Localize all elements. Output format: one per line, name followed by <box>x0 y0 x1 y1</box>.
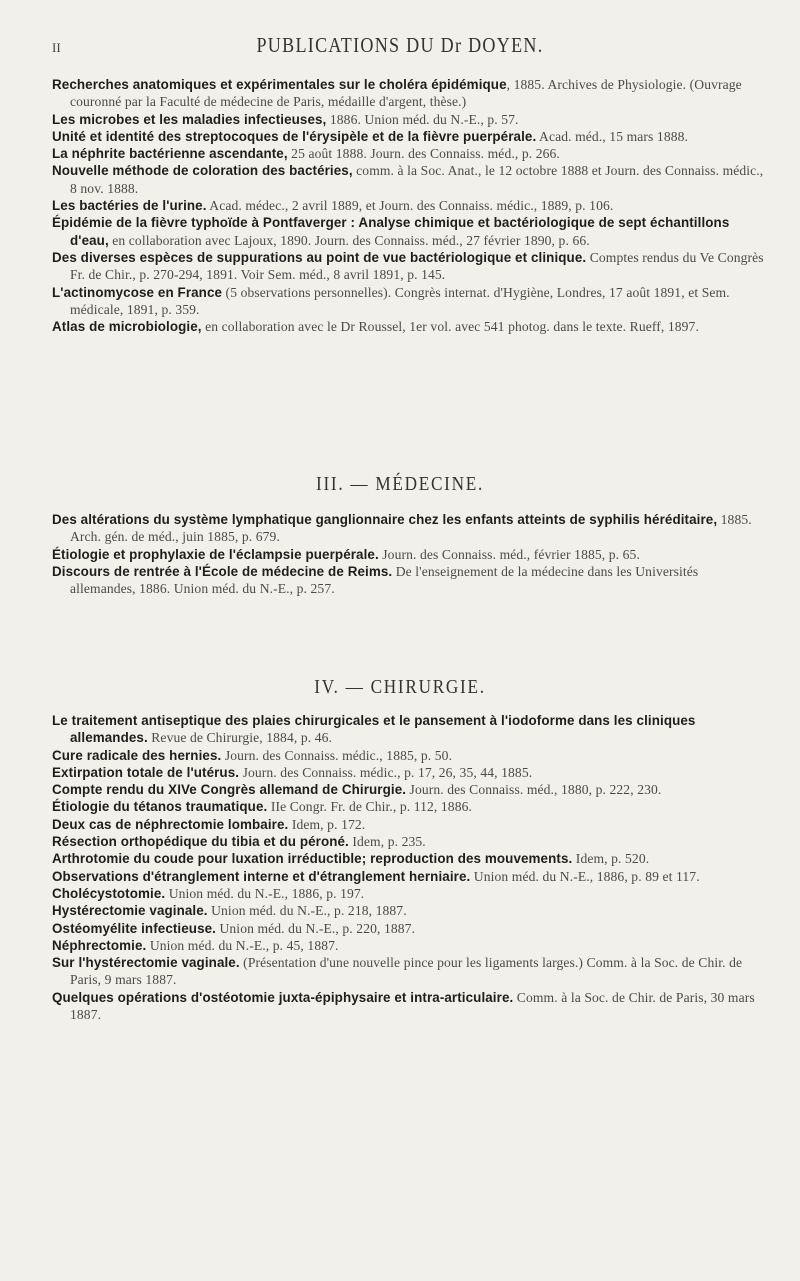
bibliography-entry <box>52 214 764 249</box>
entry-title: Nouvelle méthode de coloration des bactéries, <box>52 163 353 179</box>
bibliography-entry <box>52 563 764 598</box>
entry-reference: Idem, p. 172. <box>288 816 366 832</box>
entry-reference: Comptes rendus du Ve Congrès Fr. de Chir., p. 270-294, 1891. Voir Sem. méd., 8 avril 1891, p. 145. <box>70 249 764 283</box>
running-head: PUBLICATIONS DU Dr DOYEN. <box>256 33 544 57</box>
entry-reference: 25 août 1888. Journ. des Connaiss. méd., p. 266. <box>287 146 560 162</box>
bibliography-entry <box>52 511 764 546</box>
entry-reference: Union méd. du N.-E., 1886, p. 89 et 117. <box>470 868 700 884</box>
entry-reference: Journ. des Connaiss. méd., 1880, p. 222, 230. <box>406 782 662 798</box>
bibliography-entry <box>52 162 764 197</box>
entry-title: Recherches anatomiques et expérimentales sur le choléra épidémique <box>52 77 507 92</box>
entry-reference: Idem, p. 235. <box>348 834 426 850</box>
section-heading-medecine: III. — MÉDECINE. <box>316 473 484 495</box>
entry-title: Hystérectomie vaginale. <box>52 903 208 919</box>
entry-reference: Revue de Chirurgie, 1884, p. 46. <box>147 730 333 746</box>
entry-title: Sur l'hystérectomie vaginale. <box>52 955 240 971</box>
bibliography-entry <box>52 833 764 850</box>
bibliography-entry <box>52 318 764 335</box>
entry-title: Des altérations du système lymphatique ganglionnaire chez les enfants atteints de syphilis héréditaire, <box>52 512 718 527</box>
entry-title: Arthrotomie du coude pour luxation irréductible; reproduction des mouvements. <box>52 851 573 867</box>
entry-reference: Idem, p. 520. <box>572 851 650 867</box>
entry-title: Les microbes et les maladies infectieuses, <box>52 111 327 127</box>
bibliography-entry <box>52 937 764 954</box>
entry-title: Discours de rentrée à l'École de médecine de Reims. <box>52 563 393 579</box>
entry-title: Le traitement antiseptique des plaies chirurgicales et le pansement à l'iodoforme dans les cliniques allemandes. <box>52 713 696 746</box>
entry-reference: Union méd. du N.-E., p. 220, 1887. <box>216 920 416 936</box>
entry-title: Cure radicale des hernies. <box>52 747 222 763</box>
bibliography-entry <box>52 989 764 1024</box>
bibliography-entry <box>52 145 764 162</box>
entry-title: Quelques opérations d'ostéotomie juxta-épiphysaire et intra-articulaire. <box>52 989 514 1005</box>
bibliography-entry <box>52 850 764 867</box>
bibliography-block-medecine <box>52 511 764 597</box>
entry-title: Étiologie du tétanos traumatique. <box>52 799 268 815</box>
bibliography-entry <box>52 954 764 989</box>
page-number: II <box>52 40 61 55</box>
entry-title: Des diverses espèces de suppurations au point de vue bactériologique et clinique. <box>52 249 587 265</box>
entry-title: Les bactéries de l'urine. <box>52 198 207 214</box>
entry-title: Observations d'étranglement interne et d'étranglement herniaire. <box>52 868 471 884</box>
bibliography-entry <box>52 885 764 902</box>
entry-title: Unité et identité des streptocoques de l'érysipèle et de la fièvre puerpérale. <box>52 128 537 144</box>
entry-reference: Acad. méd., 15 mars 1888. <box>536 128 689 144</box>
bibliography-entry <box>52 868 764 885</box>
bibliography-entry <box>52 111 764 128</box>
entry-title: Résection orthopédique du tibia et du péroné. <box>52 834 349 850</box>
bibliography-entry <box>52 546 764 563</box>
entry-title: La néphrite bactérienne ascendante, <box>52 146 288 162</box>
bibliography-entry <box>52 764 764 781</box>
bibliography-entry <box>52 712 764 747</box>
bibliography-entry <box>52 76 764 111</box>
bibliography-entry <box>52 781 764 798</box>
entry-reference: Journ. des Connaiss. méd., février 1885, p. 65. <box>378 546 640 562</box>
entry-reference: en collaboration avec le Dr Roussel, 1er vol. avec 541 photog. dans le texte. Rueff, 1897. <box>201 319 699 335</box>
entry-reference: comm. à la Soc. Anat., le 12 octobre 1888 et Journ. des Connaiss. médic., 8 nov. 1888. <box>70 163 764 196</box>
section-heading-chirurgie: IV. — CHIRURGIE. <box>314 676 486 698</box>
entry-title: Ostéomyélite infectieuse. <box>52 920 216 936</box>
entry-title: Atlas de microbiologie, <box>52 319 202 335</box>
entry-title: Étiologie et prophylaxie de l'éclampsie puerpérale. <box>52 546 379 562</box>
entry-reference: Union méd. du N.-E., p. 45, 1887. <box>146 937 339 953</box>
entry-title: L'actinomycose en France <box>52 284 223 300</box>
bibliography-entry <box>52 902 764 919</box>
entry-title: Cholécystotomie. <box>52 885 166 901</box>
bibliography-entry <box>52 197 764 214</box>
bibliography-entry <box>52 920 764 937</box>
bibliography-entry <box>52 816 764 833</box>
entry-reference: (5 observations personnelles). Congrès internat. d'Hygiène, Londres, 17 août 1891, et Sem. médicale, 1891, p. 359. <box>70 284 730 317</box>
entry-reference: en collaboration avec Lajoux, 1890. Journ. des Connaiss. méd., 27 février 1890, p. 66. <box>108 232 590 248</box>
entry-reference: Union méd. du N.-E., p. 218, 1887. <box>207 903 407 919</box>
entry-reference: De l'enseignement de la médecine dans les Universités allemandes, 1886. Union méd. du N.-E., p. 257. <box>70 563 699 597</box>
entry-title: Extirpation totale de l'utérus. <box>52 764 240 780</box>
entry-reference: Journ. des Connaiss. médic., p. 17, 26, 35, 44, 1885. <box>239 764 533 780</box>
bibliography-entry <box>52 798 764 815</box>
entry-title: Épidémie de la fièvre typhoïde à Pontfaverger : Analyse chimique et bactériologique de sept échantillons d'eau, <box>52 215 730 248</box>
entry-reference: Journ. des Connaiss. médic., 1885, p. 50. <box>221 747 453 763</box>
bibliography-block-chirurgie <box>52 712 764 1023</box>
entry-reference: , 1885. Archives de Physiologie. (Ouvrage couronné par la Faculté de médecine de Paris, médaille d'argent, thèse.) <box>70 77 742 110</box>
entry-title: Deux cas de néphrectomie lombaire. <box>52 816 289 832</box>
entry-reference: Acad. médec., 2 avril 1889, et Journ. des Connaiss. médic., 1889, p. 106. <box>206 198 614 214</box>
entry-title: Compte rendu du XIVe Congrès allemand de Chirurgie. <box>52 782 407 798</box>
bibliography-entry <box>52 284 764 319</box>
entry-reference: Union méd. du N.-E., 1886, p. 197. <box>165 885 365 901</box>
bibliography-entry <box>52 128 764 145</box>
entry-reference: Comm. à la Soc. de Chir. de Paris, 30 mars 1887. <box>70 989 755 1023</box>
entry-reference: IIe Congr. Fr. de Chir., p. 112, 1886. <box>267 799 472 815</box>
bibliography-entry <box>52 249 764 284</box>
bibliography-block-microbiology <box>52 76 764 335</box>
entry-reference: 1885. Arch. gén. de méd., juin 1885, p. 679. <box>70 512 752 545</box>
entry-reference: (Présentation d'une nouvelle pince pour les ligaments larges.) Comm. à la Soc. de Chir. de Paris, 9 mars 1887. <box>70 955 743 988</box>
entry-reference: 1886. Union méd. du N.-E., p. 57. <box>326 111 519 127</box>
entry-title: Néphrectomie. <box>52 937 147 953</box>
bibliography-entry <box>52 747 764 764</box>
